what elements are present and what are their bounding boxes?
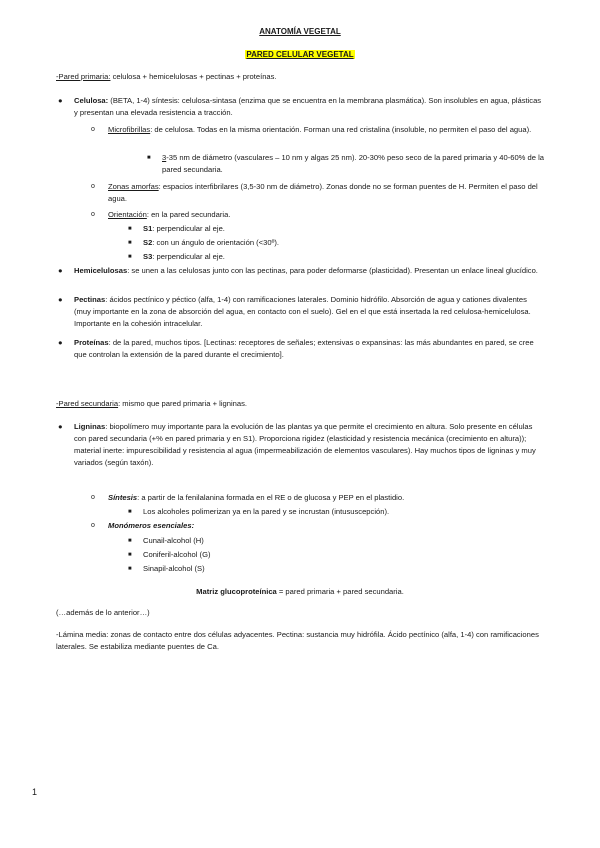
sintesis-item: Síntesis: a partir de la fenilalanina formada en el RE o de glucosa y PEP en el plastidio. xyxy=(108,493,405,502)
bullet-circle-icon: o xyxy=(91,494,95,501)
zonas-amorfas-item: Zonas amorfas: espacios interfibrilares (3,5-30 nm de diámetro). Zonas donde no se forman puentes de H. Permiten el paso del agua. xyxy=(108,182,538,203)
matriz-line: Matriz glucoproteínica = pared primaria + pared secundaria. xyxy=(196,587,404,596)
orientacion-item: Orientación: en la pared secundaria. xyxy=(108,210,231,219)
bullet-square-icon: ■ xyxy=(128,240,132,246)
bullet-circle-icon: o xyxy=(91,211,95,218)
bullet-dot-icon: ● xyxy=(58,96,63,105)
bullet-square-icon: ■ xyxy=(128,538,132,544)
page-number: 1 xyxy=(32,787,38,797)
bullet-square-icon: ■ xyxy=(147,155,151,161)
bullet-square-icon: ■ xyxy=(128,226,132,232)
primary-wall-heading: -Pared primaria: celulosa + hemicelulosas + pectinas + proteínas. xyxy=(56,72,277,81)
alcoholes-item: Los alcoholes polimerizan ya en la pared y se incrustan (intususcepción). xyxy=(143,507,390,516)
celulosa-item: Celulosa: (BETA, 1-4) síntesis: celulosa-sintasa (enzima que se encuentra en la membrana plasmática). Son insolubles en agua, plásticas y presentan una elevada resistencia a tracción. xyxy=(74,96,542,117)
proteinas-item: Proteínas: de la pared, muchos tipos. [Lectinas: receptores de señales; extensivas o expansinas: las más abundantes en pared, se cree que controlan la extensión de la pared durante el crecimiento]. xyxy=(74,338,534,359)
document-subtitle xyxy=(0,49,600,61)
bullet-dot-icon: ● xyxy=(58,266,63,275)
bullet-circle-icon: o xyxy=(91,126,95,133)
bullet-square-icon: ■ xyxy=(128,552,132,558)
subtitle-highlight: PARED CELULAR VEGETAL xyxy=(246,50,354,59)
bullet-circle-icon: o xyxy=(91,183,95,190)
bullet-square-icon: ■ xyxy=(128,509,132,515)
bullet-square-icon: ■ xyxy=(128,566,132,572)
pectinas-item: Pectinas: ácidos pectínico y péctico (alfa, 1-4) con ramificaciones laterales. Dominio hidrófilo. Absorción de agua y cationes divalentes (muy importante en la zona de absorción del agua, en contacto con el suelo). Gel en el que está insertada la red celulosa-hemicelulosa. Importante en la cohesión intracelular. xyxy=(74,295,531,328)
microfibrillas-item: Microfibrillas: de celulosa. Todas en la misma orientación. Forman una red cristalina (insoluble, no permiten el paso del agua). xyxy=(108,125,532,134)
diameter-item: 3-35 nm de diámetro (vasculares – 10 nm y algas 25 nm). 20-30% peso seco de la pared primaria y 40-60% de la pared secundaria. xyxy=(162,153,545,174)
document-title: ANATOMÍA VEGETAL xyxy=(259,27,341,36)
s3-item: S3: perpendicular al eje. xyxy=(143,252,225,261)
monomero-item: Sinapil-alcohol (S) xyxy=(143,564,205,573)
ademas-line: (…además de lo anterior…) xyxy=(56,608,150,617)
bullet-dot-icon: ● xyxy=(58,338,63,347)
bullet-dot-icon: ● xyxy=(58,295,63,304)
lamina-media-paragraph: -Lámina media: zonas de contacto entre dos células adyacentes. Pectina: sustancia muy hidrófila. Ácido pectínico (alfa, 1-4) con ramificaciones laterales. Se estabiliza mediante puentes de Ca. xyxy=(56,630,539,651)
monomero-item: Coniferil-alcohol (G) xyxy=(143,550,211,559)
s1-item: S1: perpendicular al eje. xyxy=(143,224,225,233)
s2-item: S2: con un ángulo de orientación (<30º). xyxy=(143,238,279,247)
bullet-dot-icon: ● xyxy=(58,422,63,431)
secondary-wall-heading: -Pared secundaria: mismo que pared primaria + ligninas. xyxy=(56,399,248,408)
monomeros-item: Monómeros esenciales: xyxy=(108,521,195,530)
hemicelulosas-item: Hemicelulosas: se unen a las celulosas junto con las pectinas, para poder deformarse (plasticidad). Presentan un enlace lineal glucídico. xyxy=(74,266,538,275)
monomero-item: Cunail-alcohol (H) xyxy=(143,536,204,545)
bullet-circle-icon: o xyxy=(91,522,95,529)
ligninas-item: Ligninas: biopolímero muy importante para la evolución de las plantas ya que permite el crecimiento en altura. Solo presente en células con pared secundaria (+% en pared primaria y en S1). Proporciona rigidez (elasticidad y resistencia mecánica (crecimiento en altura)); material inerte: impurescibilidad y resistencia al agua (impermeabilización de elementos vasculares). Hay muchos tipos de ligninas y muy variados (según taxón). xyxy=(74,422,536,467)
bullet-square-icon: ■ xyxy=(128,254,132,260)
